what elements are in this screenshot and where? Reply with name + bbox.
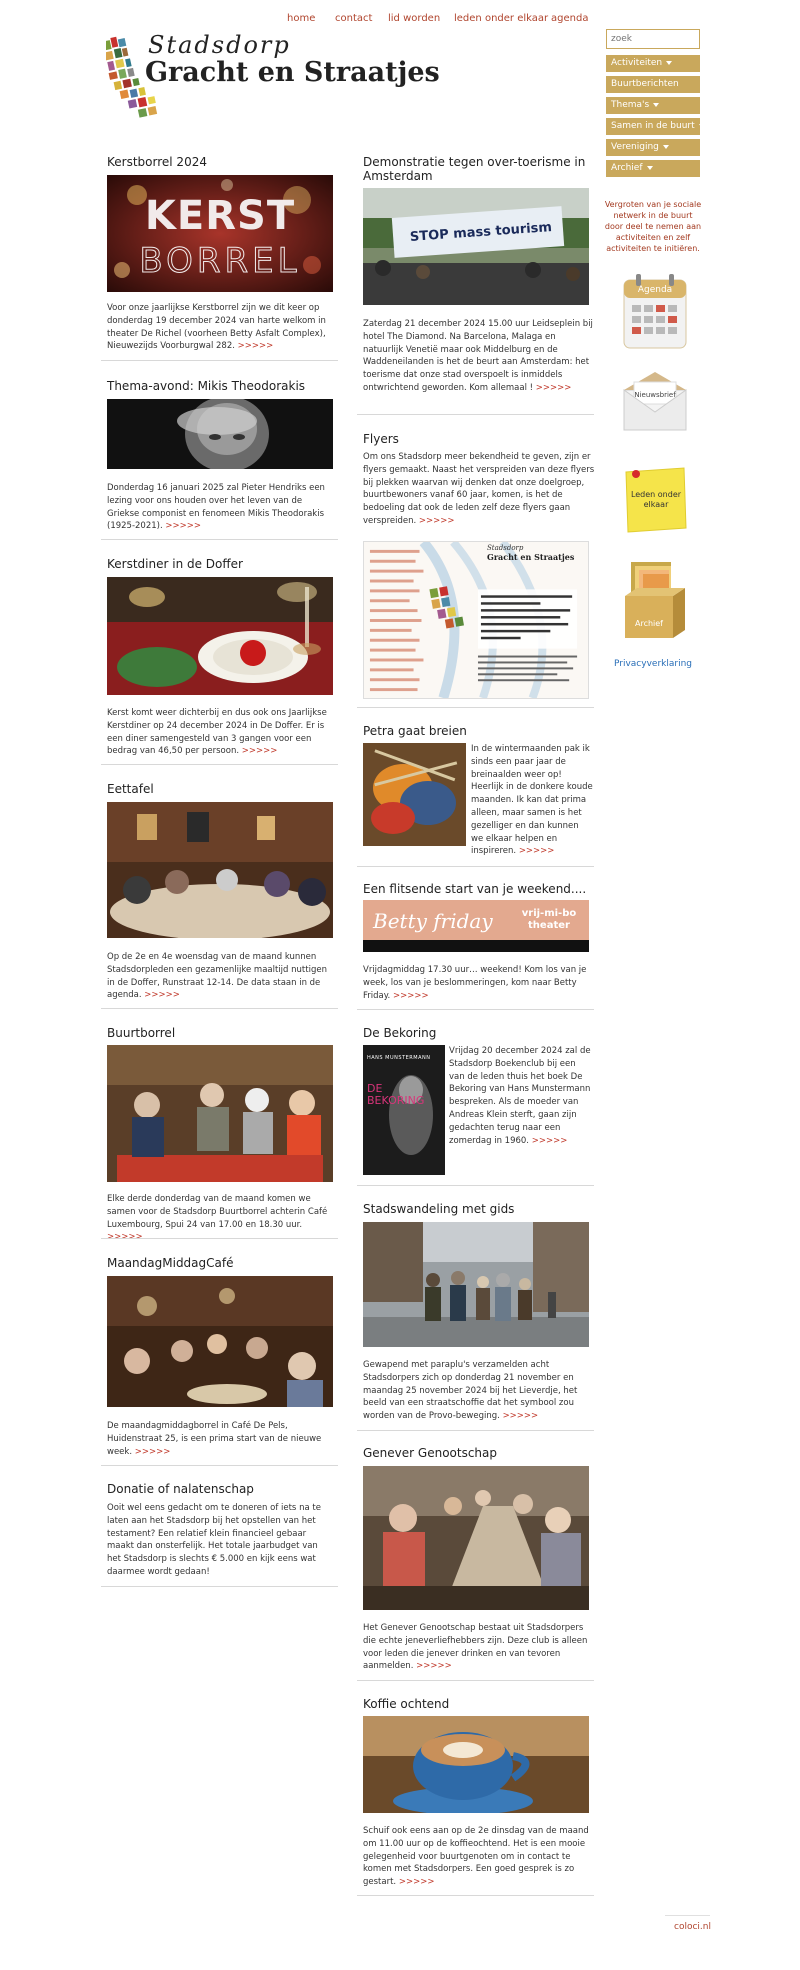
menu-buurtberichten[interactable] xyxy=(606,76,700,93)
maandagmiddagcafe-photo[interactable] xyxy=(107,1276,333,1407)
article-divider xyxy=(101,539,338,540)
article-text xyxy=(107,707,333,758)
nav-contact[interactable]: contact xyxy=(335,13,373,24)
menu-label: Archief xyxy=(611,163,643,173)
article-text xyxy=(363,1622,595,1673)
read-more-link[interactable]: >>>>> xyxy=(502,1411,539,1422)
article-text xyxy=(363,451,595,528)
demonstratie-photo[interactable] xyxy=(363,188,589,305)
article-title[interactable]: Thema-avond: Mikis Theodorakis xyxy=(107,379,306,393)
menu-activiteiten[interactable] xyxy=(606,55,700,72)
article-divider xyxy=(357,1895,594,1896)
search-input[interactable] xyxy=(606,29,700,49)
menu-samen-in-de-buurt[interactable] xyxy=(606,118,700,135)
nieuwsbrief-envelope-icon[interactable] xyxy=(622,372,688,432)
read-more-link[interactable]: >>>>> xyxy=(144,990,180,1001)
footer-divider xyxy=(665,1915,710,1916)
read-more-link[interactable]: >>>>> xyxy=(392,990,429,1001)
menu-themas[interactable] xyxy=(606,97,700,114)
article-divider xyxy=(101,1008,338,1009)
menu-label: Vereniging xyxy=(611,142,659,152)
article-divider xyxy=(101,360,338,361)
article-title[interactable]: MaandagMiddagCafé xyxy=(107,1256,234,1270)
banner-black-strip xyxy=(363,940,589,952)
article-text-body: Vrijdagmiddag 17.30 uur… weekend! Kom los van je week, los van je beslommeringen, kom naar Betty Friday. xyxy=(363,965,587,1001)
read-more-link[interactable]: >>>>> xyxy=(416,1661,452,1672)
article-divider xyxy=(357,1430,594,1431)
article-divider xyxy=(357,1680,594,1681)
caret-down-icon xyxy=(647,166,653,170)
read-more-link[interactable]: >>>>> xyxy=(398,1877,435,1888)
leden-sticky-note-icon[interactable] xyxy=(622,466,688,534)
menu-label: Buurtberichten xyxy=(611,79,679,89)
article-title[interactable]: Donatie of nalatenschap xyxy=(107,1482,254,1496)
kerstdiner-photo[interactable] xyxy=(107,577,333,695)
article-title[interactable]: Genever Genootschap xyxy=(363,1446,498,1460)
article-divider xyxy=(101,1586,338,1587)
article-text-body: Schuif ook eens aan op de 2e dinsdag van de maand om 11.00 uur op de koffieochtend. Het is een mooie gelegenheid voor buurtgenoten om in contact te komen met Stadsdorpers. Een goed gesprek is zo gestart. xyxy=(363,1826,589,1888)
stadswandeling-photo[interactable] xyxy=(363,1222,589,1347)
article-title[interactable]: Flyers xyxy=(363,432,399,446)
privacy-link[interactable]: Privacyverklaring xyxy=(614,659,692,669)
article-text xyxy=(363,964,595,1002)
article-text xyxy=(363,1359,595,1423)
article-title[interactable]: Een flitsende start van je weekend.... xyxy=(363,882,587,896)
article-title[interactable]: De Bekoring xyxy=(363,1026,437,1040)
read-more-link[interactable]: >>>>> xyxy=(241,746,278,757)
article-text xyxy=(107,951,333,1002)
read-more-link[interactable]: >>>>> xyxy=(535,382,572,393)
eettafel-photo[interactable] xyxy=(107,802,333,938)
caret-down-icon xyxy=(653,103,659,107)
theater-text: theater xyxy=(528,920,570,931)
article-title[interactable]: Eettafel xyxy=(107,782,154,796)
article-divider xyxy=(101,1465,338,1466)
read-more-link[interactable]: >>>>> xyxy=(518,846,555,857)
article-text-body: Donderdag 16 januari 2025 zal Pieter Hendriks een lezing voor ons houden over het leven van de Griekse componist en fenomeen Mikis Theodorakis (1925-2021). xyxy=(107,483,325,532)
read-more-link[interactable]: >>>>> xyxy=(165,521,201,532)
genever-genootschap-photo[interactable] xyxy=(363,1466,589,1610)
archief-box-icon[interactable] xyxy=(621,560,689,640)
article-text xyxy=(107,302,333,353)
theodorakis-photo[interactable] xyxy=(107,399,333,469)
article-text-body: Zaterdag 21 december 2024 15.00 uur Leidseplein bij hotel The Diamond. Na Barcelona, Malaga en natuurlijk Venetië maar ook Middelburg en de Waddeneilanden is het de beurt aan Amsterdam: het toerisme dat onze stad overspoelt is inmiddels ontwrichtend geworden. Kom allemaal ! xyxy=(363,319,593,393)
article-text-body: Het Genever Genootschap bestaat uit Stadsdorpers die echte jeneverliefhebbers zijn. Deze club is alleen voor leden die jenever drinken en van tevoren aanmelden. xyxy=(363,1623,588,1672)
article-title[interactable]: Petra gaat breien xyxy=(363,724,467,738)
article-text-body: Op de 2e en 4e woensdag van de maand kunnen Stadsdorpleden een gezamenlijke maaltijd nuttigen in de Doffer, Runstraat 12-14. De data staan in de agenda. xyxy=(107,952,327,1001)
article-text: Ooit wel eens gedacht om te doneren of iets na te laten aan het Stadsdorp bij het opstellen van het testament? Een relatief klein financieel gebaar maakt dan onsterfelijk. Het totale jaarbudget van het Stadsdorp is slechts € 5.000 en kijk eens wat daarmee wordt gedaan! xyxy=(107,1503,321,1577)
article-text xyxy=(471,743,593,858)
article-title[interactable]: Kerstborrel 2024 xyxy=(107,155,207,169)
vrij-mi-bo-text: vrij-mi-bo xyxy=(521,908,577,919)
article-text xyxy=(107,482,333,533)
article-text xyxy=(107,1420,333,1458)
nav-lid-worden[interactable]: lid worden xyxy=(388,13,441,24)
article-text-body: Voor onze jaarlijkse Kerstborrel zijn we dit keer op donderdag 19 december 2024 van harte welkom in theater De Richel (voorheen Betty Asfalt Complex), Nieuwezijds Voorburgwal 282. xyxy=(107,303,326,352)
article-text-body: Om ons Stadsdorp meer bekendheid te geven, zijn er flyers gemaakt. Naast het verspreiden van deze flyers bij plekken waarvan wij denken dat onze doelgroep, buurtbewoners vanaf 60 jaar, komen, is het de bedoeling dat ook de leden zelf deze flyers gaan verspreiden. xyxy=(363,452,595,526)
nav-agenda[interactable]: agenda xyxy=(551,13,589,24)
article-divider xyxy=(357,707,594,708)
social-network-text: Vergroten van je sociale netwerk in de buurt door deel te nemen aan activiteiten en zelf activiteiten te initiëren. xyxy=(604,200,702,253)
flyer-title-line2: Gracht en Straatjes xyxy=(487,552,575,562)
article-text xyxy=(107,1193,333,1244)
article-title[interactable]: Stadswandeling met gids xyxy=(363,1202,515,1216)
article-text-body: Gewapend met paraplu's verzamelden acht Stadsdorpers zich op donderdag 21 november en maandag 25 november 2024 bij het Lieverdje, het beeld van een straatschoffie dat het symbool zou worden van de Provo-beweging. xyxy=(363,1360,578,1422)
article-text xyxy=(449,1045,593,1147)
kerst-banner-text: KERST xyxy=(144,193,296,239)
article-title[interactable]: Kerstdiner in de Doffer xyxy=(107,557,243,571)
read-more-link[interactable]: >>>>> xyxy=(418,515,455,526)
article-text-body: Elke derde donderdag van de maand komen we samen voor de Stadsdorp Buurtborrel achterin Café Luxembourg, Spui 24 van 17.00 en 18.30 uur. xyxy=(107,1194,328,1230)
book-title: DE BEKORING xyxy=(367,1082,425,1107)
article-title[interactable]: Demonstratie tegen over-toerisme in Amsterdam xyxy=(363,155,586,183)
menu-label: Thema's xyxy=(611,100,650,110)
nav-leden-onder-elkaar[interactable]: leden onder elkaar xyxy=(454,13,549,24)
caret-down-icon xyxy=(699,124,700,128)
betty-friday-logo: Betty friday xyxy=(373,909,493,933)
article-text xyxy=(363,1825,595,1889)
koffie-ochtend-photo[interactable] xyxy=(363,1716,589,1813)
breien-photo[interactable] xyxy=(363,743,466,846)
article-divider xyxy=(357,1009,594,1010)
book-author: HANS MUNSTERMANN xyxy=(367,1055,431,1061)
logo-title-line1[interactable]: Stadsdorp xyxy=(148,31,291,59)
article-text xyxy=(363,318,595,395)
flyer-image[interactable] xyxy=(363,541,589,699)
caret-down-icon xyxy=(666,61,672,65)
article-divider xyxy=(357,414,594,415)
agenda-icon-label: Agenda xyxy=(637,285,673,295)
article-divider xyxy=(101,1238,338,1239)
leden-icon-label: Leden onder elkaar xyxy=(630,490,682,509)
article-title[interactable]: Koffie ochtend xyxy=(363,1697,450,1711)
article-divider xyxy=(357,1185,594,1186)
article-text-body: Kerst komt weer dichterbij en dus ook ons Jaarlijkse Kerstdiner op 24 december 2024 in De Doffer. Er is een diner samengesteld van 3 gangen voor een bedrag van 46,50 per persoon. xyxy=(107,708,327,757)
archief-icon-label: Archief xyxy=(634,619,663,628)
buurtborrel-photo[interactable] xyxy=(107,1045,333,1182)
menu-archief[interactable] xyxy=(606,160,700,177)
menu-label: Activiteiten xyxy=(611,58,663,68)
footer-credit-link[interactable]: coloci.nl xyxy=(674,1922,711,1932)
betty-friday-banner[interactable] xyxy=(363,900,589,952)
article-title[interactable]: Buurtborrel xyxy=(107,1026,176,1040)
kerstborrel-image[interactable] xyxy=(107,175,333,292)
caret-down-icon xyxy=(663,145,669,149)
nieuwsbrief-icon-label: Nieuwsbrief xyxy=(634,391,676,399)
logo-title-line2[interactable]: Gracht en Straatjes xyxy=(145,57,440,88)
article-divider xyxy=(101,764,338,765)
article-divider xyxy=(357,866,594,867)
menu-label: Samen in de buurt xyxy=(611,121,695,131)
de-bekoring-book-cover[interactable] xyxy=(363,1045,445,1175)
menu-vereniging[interactable] xyxy=(606,139,700,156)
flyer-title-line1: Stadsdorp xyxy=(487,544,524,552)
borrel-banner-text: BORREL xyxy=(139,241,301,281)
read-more-link[interactable]: >>>>> xyxy=(531,1135,568,1146)
article-text-body: Vrijdag 20 december 2024 zal de Stadsdorp Boekenclub bij een van de leden thuis het boek De Bekoring van Hans Munstermann bespreken. Als de moeder van Andreas Klein sterft, gaan zijn gedachten terug naar een zomerdag in 1960. xyxy=(449,1046,591,1146)
agenda-calendar-icon[interactable] xyxy=(622,272,688,352)
nav-home[interactable]: home xyxy=(287,13,316,24)
read-more-link[interactable]: >>>>> xyxy=(237,341,274,352)
article-text-body: In de wintermaanden pak ik sinds een paar jaar de breinaalden weer op! Heerlijk in de donkere koude maanden. Ik kan dat prima alleen, maar samen is het gezelliger en dan kunnen we elkaar helpen en inspireren. xyxy=(471,744,593,857)
stop-mass-tourism-banner: STOP mass tourism xyxy=(409,220,553,245)
read-more-link[interactable]: >>>>> xyxy=(134,1446,171,1457)
article-text-body: De maandagmiddagborrel in Café De Pels, Huidenstraat 25, is een prima start van de nieuwe week. xyxy=(107,1421,322,1457)
